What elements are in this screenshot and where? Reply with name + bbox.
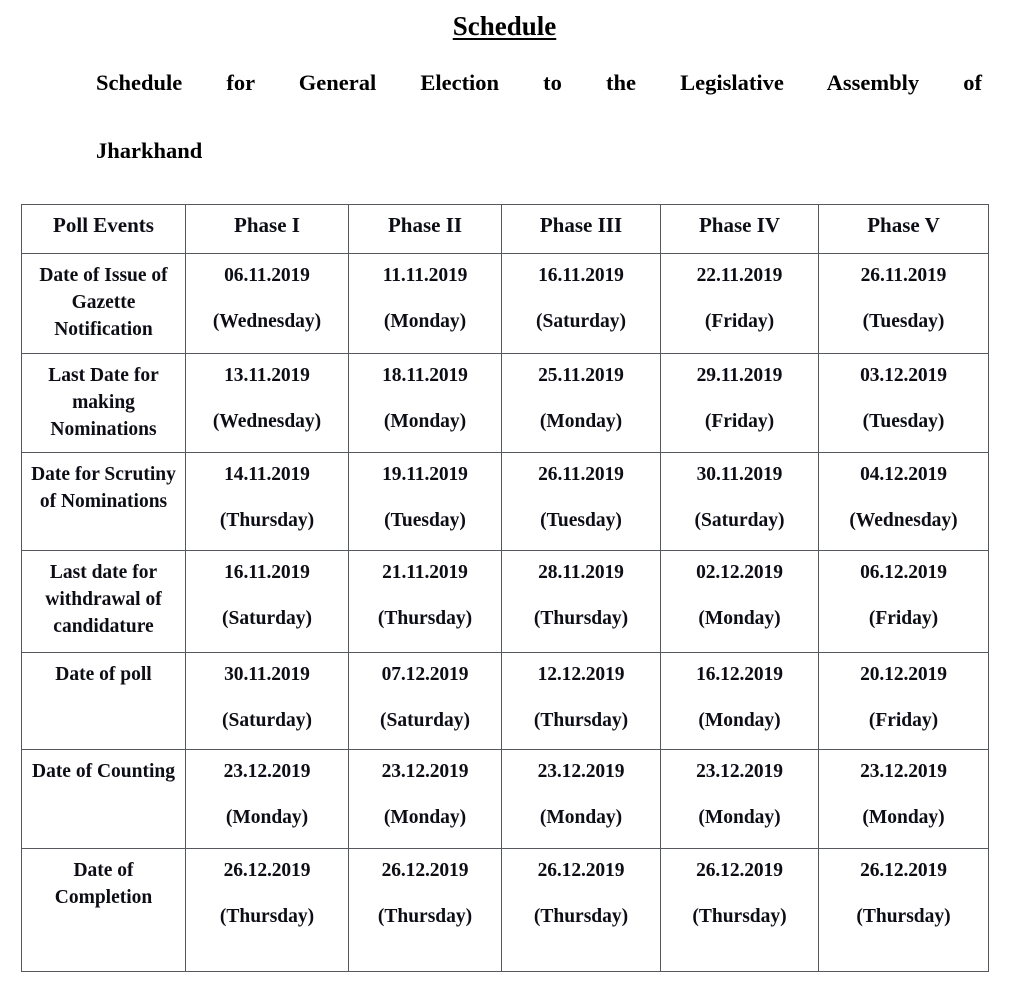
poll-event-cell bbox=[22, 254, 186, 354]
day-value: (Thursday) bbox=[533, 710, 629, 731]
day-value: (Saturday) bbox=[536, 311, 626, 332]
table-row bbox=[22, 453, 989, 551]
date-value: 16.11.2019 bbox=[538, 265, 624, 286]
poll-event-label: Date of poll bbox=[55, 664, 152, 685]
table-row bbox=[22, 354, 989, 453]
date-value: 23.12.2019 bbox=[223, 761, 311, 782]
date-value: 14.11.2019 bbox=[224, 464, 310, 485]
day-value: (Friday) bbox=[868, 608, 939, 629]
column-header-label: Phase V bbox=[867, 213, 940, 237]
table-row bbox=[22, 254, 989, 354]
schedule-cell-inner bbox=[661, 254, 818, 335]
subtitle-line-2: Jharkhand bbox=[96, 138, 203, 163]
schedule-cell-inner bbox=[186, 254, 348, 335]
date-value: 11.11.2019 bbox=[382, 265, 468, 286]
day-value: (Saturday) bbox=[222, 608, 312, 629]
day-value: (Monday) bbox=[539, 411, 623, 432]
schedule-cell-phase-5 bbox=[819, 354, 989, 453]
day-value: (Monday) bbox=[225, 807, 309, 828]
table-row bbox=[22, 849, 989, 972]
date-value: 07.12.2019 bbox=[381, 664, 469, 685]
poll-event-label: Date of Completion bbox=[54, 860, 153, 908]
date-value: 26.12.2019 bbox=[381, 860, 469, 881]
column-header-label: Phase III bbox=[539, 213, 623, 237]
day-value: (Saturday) bbox=[222, 710, 312, 731]
schedule-cell-inner bbox=[502, 354, 660, 435]
schedule-cell-phase-1 bbox=[186, 551, 349, 653]
date-value: 23.12.2019 bbox=[696, 761, 783, 782]
schedule-cell-inner bbox=[661, 551, 818, 632]
table-row bbox=[22, 653, 989, 750]
day-value: (Friday) bbox=[868, 710, 939, 731]
date-value: 12.12.2019 bbox=[537, 664, 625, 685]
schedule-cell-inner bbox=[819, 849, 988, 930]
schedule-cell-phase-3 bbox=[502, 354, 661, 453]
poll-event-label: Date for Scrutiny of Nominations bbox=[31, 464, 176, 512]
schedule-cell-inner bbox=[819, 653, 988, 734]
day-value: (Saturday) bbox=[380, 710, 470, 731]
day-value: (Wednesday) bbox=[849, 510, 958, 531]
column-header-phase-4 bbox=[661, 205, 819, 254]
table-row bbox=[22, 551, 989, 653]
date-value: 19.11.2019 bbox=[382, 464, 468, 485]
schedule-cell-phase-2 bbox=[349, 354, 502, 453]
day-value: (Tuesday) bbox=[862, 311, 945, 332]
day-value: (Thursday) bbox=[219, 906, 315, 927]
schedule-cell-inner bbox=[502, 551, 660, 632]
date-value: 25.11.2019 bbox=[538, 365, 624, 386]
day-value: (Wednesday) bbox=[212, 411, 322, 432]
date-value: 02.12.2019 bbox=[696, 562, 783, 583]
schedule-cell-phase-4 bbox=[661, 653, 819, 750]
date-value: 26.12.2019 bbox=[223, 860, 311, 881]
schedule-cell-inner bbox=[819, 551, 988, 632]
poll-event-cell bbox=[22, 849, 186, 972]
document-subtitle bbox=[96, 66, 982, 168]
column-header-phase-2 bbox=[349, 205, 502, 254]
schedule-table-container bbox=[21, 204, 988, 972]
column-header-label: Phase IV bbox=[698, 213, 781, 237]
schedule-cell-phase-4 bbox=[661, 551, 819, 653]
date-value: 16.12.2019 bbox=[696, 664, 783, 685]
schedule-cell-phase-4 bbox=[661, 453, 819, 551]
day-value: (Thursday) bbox=[219, 510, 315, 531]
schedule-cell-phase-1 bbox=[186, 849, 349, 972]
schedule-cell-inner bbox=[349, 354, 501, 435]
schedule-cell-inner bbox=[819, 354, 988, 435]
schedule-cell-inner bbox=[819, 453, 988, 534]
day-value: (Monday) bbox=[698, 608, 781, 629]
schedule-cell-phase-1 bbox=[186, 453, 349, 551]
day-value: (Thursday) bbox=[533, 906, 629, 927]
schedule-cell-inner bbox=[186, 849, 348, 930]
day-value: (Thursday) bbox=[377, 906, 473, 927]
day-value: (Wednesday) bbox=[212, 311, 322, 332]
schedule-cell-inner bbox=[502, 849, 660, 930]
date-value: 30.11.2019 bbox=[224, 664, 310, 685]
schedule-cell-phase-1 bbox=[186, 354, 349, 453]
day-value: (Tuesday) bbox=[540, 510, 622, 531]
date-value: 03.12.2019 bbox=[860, 365, 947, 386]
date-value: 06.11.2019 bbox=[224, 265, 310, 286]
poll-event-cell bbox=[22, 750, 186, 849]
schedule-cell-inner bbox=[661, 750, 818, 831]
schedule-cell-inner bbox=[819, 254, 988, 335]
date-value: 16.11.2019 bbox=[224, 562, 310, 583]
column-header-phase-5 bbox=[819, 205, 989, 254]
schedule-cell-phase-4 bbox=[661, 254, 819, 354]
date-value: 22.11.2019 bbox=[696, 265, 783, 286]
day-value: (Thursday) bbox=[692, 906, 787, 927]
date-value: 21.11.2019 bbox=[382, 562, 468, 583]
day-value: (Tuesday) bbox=[862, 411, 945, 432]
schedule-cell-phase-2 bbox=[349, 453, 502, 551]
date-value: 28.11.2019 bbox=[538, 562, 624, 583]
poll-event-label: Last date for withdrawal of candidature bbox=[45, 562, 162, 637]
poll-event-label: Last Date for making Nominations bbox=[48, 365, 159, 440]
date-value: 06.12.2019 bbox=[860, 562, 947, 583]
date-value: 26.12.2019 bbox=[860, 860, 947, 881]
poll-event-label: Date of Issue of Gazette Notification bbox=[39, 265, 168, 340]
day-value: (Monday) bbox=[539, 807, 623, 828]
schedule-cell-inner bbox=[186, 551, 348, 632]
table-header bbox=[22, 205, 989, 254]
poll-event-cell bbox=[22, 551, 186, 653]
schedule-cell-phase-2 bbox=[349, 849, 502, 972]
day-value: (Thursday) bbox=[377, 608, 473, 629]
schedule-cell-phase-1 bbox=[186, 653, 349, 750]
schedule-cell-inner bbox=[349, 653, 501, 734]
poll-event-cell bbox=[22, 354, 186, 453]
schedule-table bbox=[21, 204, 989, 972]
schedule-cell-phase-4 bbox=[661, 750, 819, 849]
date-value: 26.11.2019 bbox=[860, 265, 947, 286]
schedule-cell-phase-5 bbox=[819, 254, 989, 354]
date-value: 26.12.2019 bbox=[696, 860, 783, 881]
schedule-cell-phase-2 bbox=[349, 551, 502, 653]
day-value: (Tuesday) bbox=[384, 510, 466, 531]
day-value: (Friday) bbox=[704, 311, 775, 332]
schedule-cell-inner bbox=[349, 750, 501, 831]
table-header-row bbox=[22, 205, 989, 254]
date-value: 23.12.2019 bbox=[860, 761, 947, 782]
poll-event-label: Date of Counting bbox=[31, 761, 175, 782]
page-title-text: Schedule bbox=[452, 11, 557, 41]
date-value: 23.12.2019 bbox=[381, 761, 469, 782]
date-value: 30.11.2019 bbox=[696, 464, 783, 485]
schedule-cell-phase-4 bbox=[661, 849, 819, 972]
day-value: (Saturday) bbox=[694, 510, 785, 531]
schedule-cell-phase-3 bbox=[502, 849, 661, 972]
column-header-phase-3 bbox=[502, 205, 661, 254]
schedule-cell-inner bbox=[186, 354, 348, 435]
column-header-label: Phase II bbox=[387, 213, 463, 237]
schedule-cell-phase-2 bbox=[349, 653, 502, 750]
schedule-cell-phase-1 bbox=[186, 254, 349, 354]
column-header-label: Poll Events bbox=[53, 213, 154, 237]
schedule-cell-phase-3 bbox=[502, 453, 661, 551]
schedule-cell-inner bbox=[819, 750, 988, 831]
day-value: (Monday) bbox=[698, 807, 781, 828]
schedule-cell-inner bbox=[186, 453, 348, 534]
day-value: (Friday) bbox=[704, 411, 775, 432]
schedule-cell-phase-3 bbox=[502, 551, 661, 653]
schedule-cell-phase-3 bbox=[502, 750, 661, 849]
schedule-cell-inner bbox=[502, 653, 660, 734]
day-value: (Monday) bbox=[383, 807, 467, 828]
column-header-poll-events bbox=[22, 205, 186, 254]
column-header-phase-1 bbox=[186, 205, 349, 254]
schedule-cell-phase-4 bbox=[661, 354, 819, 453]
schedule-cell-phase-1 bbox=[186, 750, 349, 849]
schedule-cell-inner bbox=[661, 453, 818, 534]
schedule-cell-phase-3 bbox=[502, 254, 661, 354]
schedule-cell-inner bbox=[502, 453, 660, 534]
day-value: (Thursday) bbox=[533, 608, 629, 629]
date-value: 26.12.2019 bbox=[537, 860, 625, 881]
schedule-cell-inner bbox=[349, 849, 501, 930]
schedule-cell-phase-5 bbox=[819, 653, 989, 750]
schedule-cell-phase-2 bbox=[349, 254, 502, 354]
date-value: 29.11.2019 bbox=[696, 365, 783, 386]
date-value: 04.12.2019 bbox=[860, 464, 947, 485]
schedule-cell-inner bbox=[349, 551, 501, 632]
day-value: (Monday) bbox=[383, 411, 467, 432]
page-title bbox=[0, 9, 1009, 43]
schedule-cell-phase-3 bbox=[502, 653, 661, 750]
date-value: 18.11.2019 bbox=[382, 365, 468, 386]
date-value: 23.12.2019 bbox=[537, 761, 625, 782]
schedule-cell-phase-5 bbox=[819, 453, 989, 551]
schedule-cell-inner bbox=[661, 354, 818, 435]
schedule-cell-inner bbox=[661, 653, 818, 734]
schedule-cell-phase-5 bbox=[819, 551, 989, 653]
schedule-cell-phase-5 bbox=[819, 750, 989, 849]
schedule-cell-inner bbox=[349, 453, 501, 534]
schedule-cell-inner bbox=[502, 254, 660, 335]
schedule-cell-phase-5 bbox=[819, 849, 989, 972]
schedule-cell-inner bbox=[349, 254, 501, 335]
table-body bbox=[22, 254, 989, 972]
table-row bbox=[22, 750, 989, 849]
date-value: 20.12.2019 bbox=[860, 664, 947, 685]
day-value: (Monday) bbox=[698, 710, 781, 731]
date-value: 26.11.2019 bbox=[538, 464, 624, 485]
subtitle-line-1: Schedule for General Election to the Legislative Assembly of bbox=[96, 70, 982, 95]
day-value: (Monday) bbox=[862, 807, 945, 828]
schedule-cell-inner bbox=[502, 750, 660, 831]
day-value: (Thursday) bbox=[856, 906, 951, 927]
poll-event-cell bbox=[22, 453, 186, 551]
day-value: (Monday) bbox=[383, 311, 467, 332]
schedule-cell-phase-2 bbox=[349, 750, 502, 849]
schedule-cell-inner bbox=[661, 849, 818, 930]
schedule-cell-inner bbox=[186, 653, 348, 734]
poll-event-cell bbox=[22, 653, 186, 750]
column-header-label: Phase I bbox=[234, 213, 300, 237]
schedule-cell-inner bbox=[186, 750, 348, 831]
date-value: 13.11.2019 bbox=[224, 365, 310, 386]
